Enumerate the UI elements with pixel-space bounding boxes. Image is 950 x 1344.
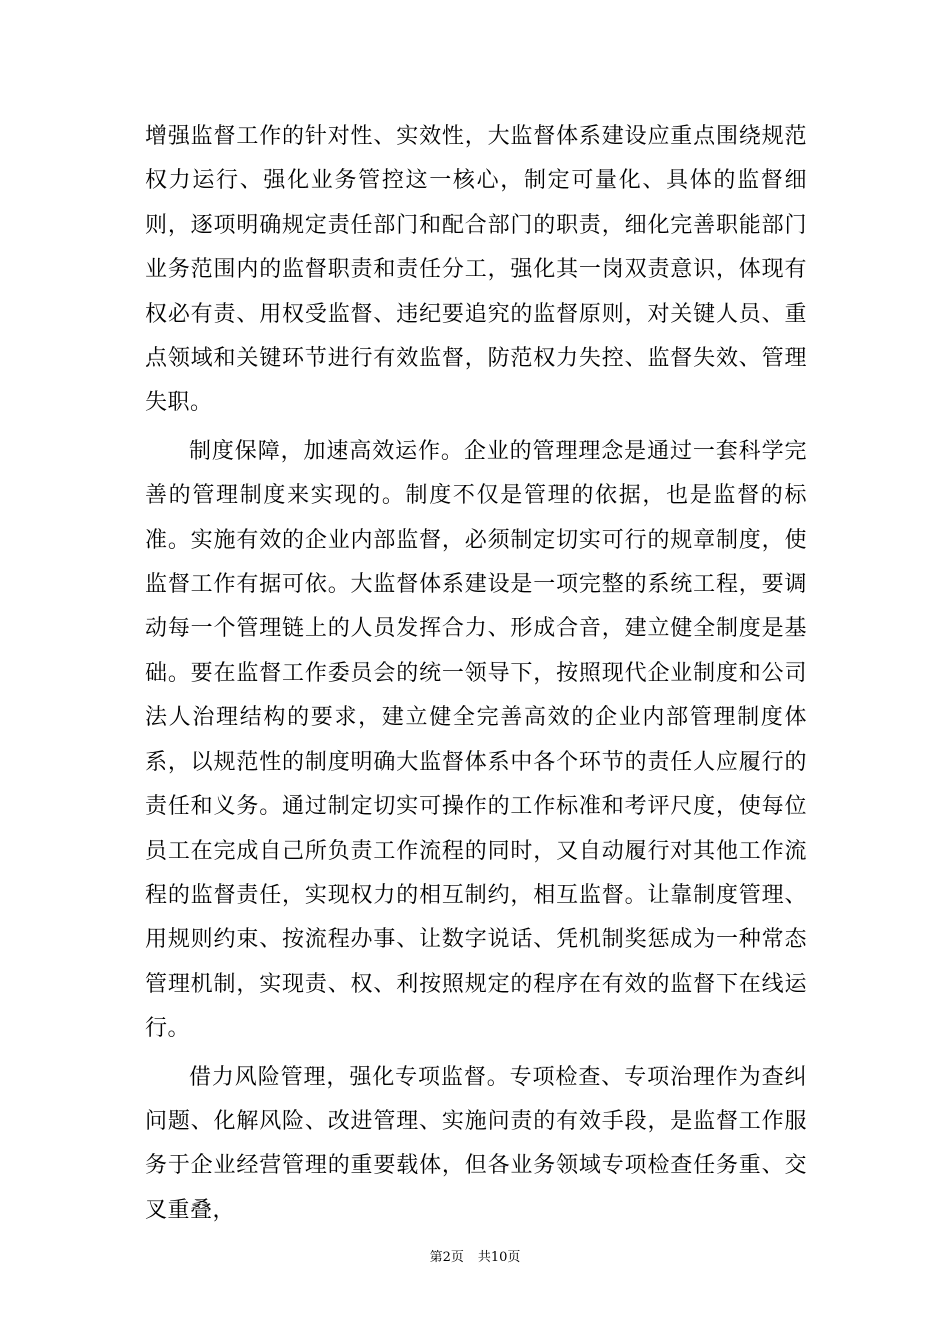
page-footer xyxy=(0,1250,950,1266)
page-number-total: 共10页 xyxy=(477,1250,521,1265)
document-body xyxy=(145,115,807,1233)
body-paragraph-2: 制度保障，加速高效运作。企业的管理理念是通过一套科学完善的管理制度来实现的。制度不仅是管理的依据，也是监督的标准。实施有效的企业内部监督，必须制定切实可行的规章制度，使监督工作有据可依。大监督体系建设是一项完整的系统工程，要调动每一个管理链上的人员发挥合力、形成合音，建立健全制度是基础。要在监督工作委员会的统一领导下，按照现代企业制度和公司法人治理结构的要求，建立健全完善高效的企业内部管理制度体系，以规范性的制度明确大监督体系中各个环节的责任人应履行的责任和义务。通过制定切实可操作的工作标准和考评尺度，使每位员工在完成自己所负责工作流程的同时，又自动履行对其他工作流程的监督责任，实现权力的相互制约，相互监督。让靠制度管理、用规则约束、按流程办事、让数字说话、凭机制奖惩成为一种常态管理机制，实现责、权、利按照规定的程序在有效的监督下在线运行。 xyxy=(145,438,807,1042)
page-number-current: 第2页 xyxy=(429,1250,464,1265)
body-paragraph-3: 借力风险管理，强化专项监督。专项检查、专项治理作为查纠问题、化解风险、改进管理、实施问责的有效手段，是监督工作服务于企业经营管理的重要载体，但各业务领域专项检查任务重、交叉重叠， xyxy=(145,1064,807,1223)
body-paragraph-1: 增强监督工作的针对性、实效性，大监督体系建设应重点围绕规范权力运行、强化业务管控这一核心，制定可量化、具体的监督细则，逐项明确规定责任部门和配合部门的职责，细化完善职能部门业务范围内的监督职责和责任分工，强化其一岗双责意识，体现有权必有责、用权受监督、违纪要追究的监督原则，对关键人员、重点领域和关键环节进行有效监督，防范权力失控、监督失效、管理失职。 xyxy=(145,124,807,416)
